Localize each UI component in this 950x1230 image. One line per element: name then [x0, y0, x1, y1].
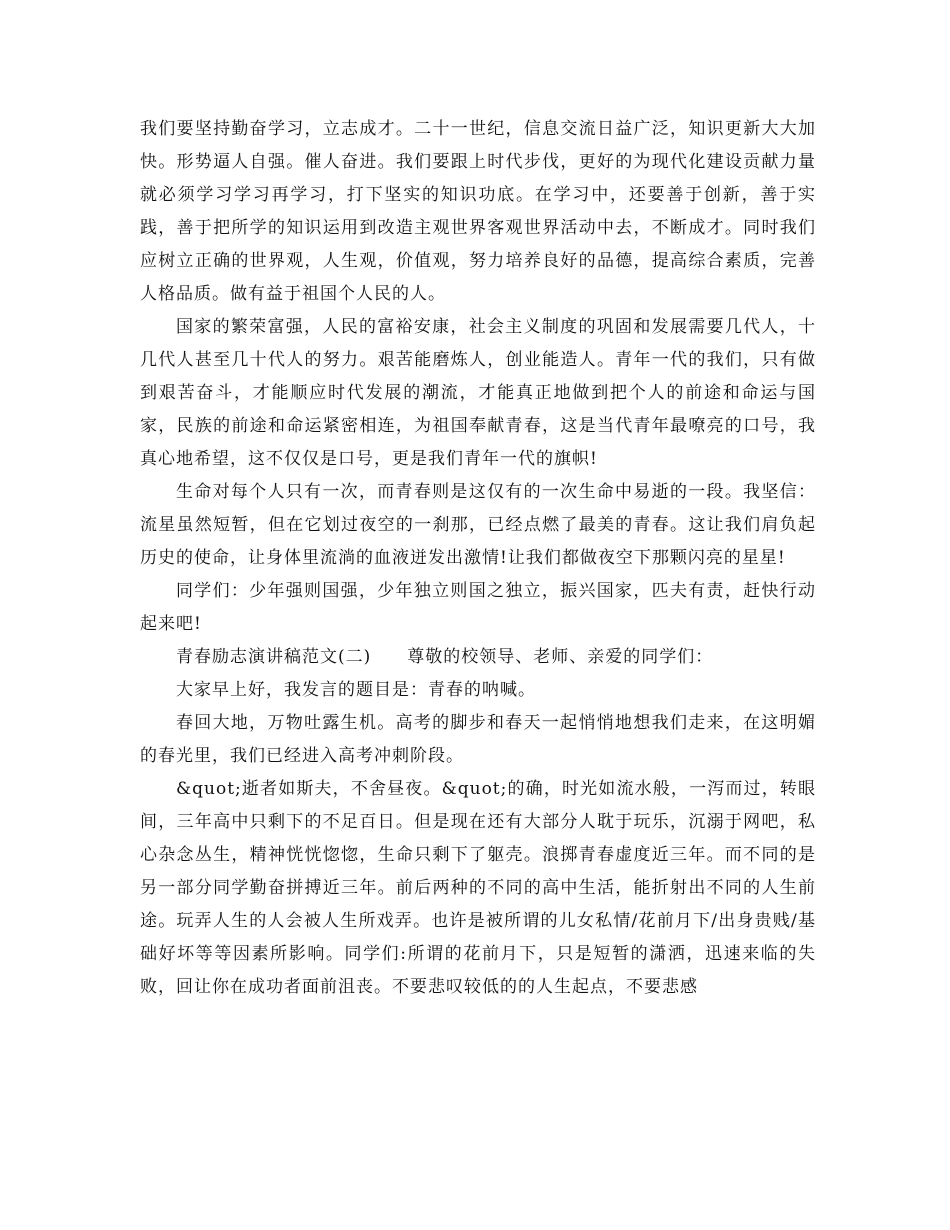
- paragraph-2: 国家的繁荣富强，人民的富裕安康，社会主义制度的巩固和发展需要几代人，十几代人甚至几十代人的努力。艰苦能磨炼人，创业能造人。青年一代的我们，只有做到艰苦奋斗，才能顺应时代发展的潮流，才能真正地做到把个人的前途和命运与国家，民族的前途和命运紧密相连，为祖国奉献青春，这是当代青年最嘹亮的口号，我真心地希望，这不仅仅是口号，更是我们青年一代的旗帜!: [140, 317, 816, 469]
- document-body: [140, 113, 816, 1004]
- paragraph-3: 生命对每个人只有一次，而青春则是这仅有的一次生命中易逝的一段。我坚信：流星虽然短暂，但在它划过夜空的一刹那，已经点燃了最美的青春。这让我们肩负起历史的使命，让身体里流淌的血液迸发出激情!让我们都做夜空下那颗闪亮的星星!: [140, 482, 816, 568]
- section-heading-paragraph: 青春励志演讲稿范文(二) 尊敬的校领导、老师、亲爱的同学们：: [176, 647, 714, 667]
- paragraph-7: 春回大地，万物吐露生机。高考的脚步和春天一起悄悄地想我们走来，在这明媚的春光里，我们已经进入高考冲刺阶段。: [140, 713, 816, 766]
- paragraph-6: 大家早上好，我发言的题目是：青春的呐喊。: [176, 680, 536, 700]
- paragraph-4: 同学们：少年强则国强，少年独立则国之独立，振兴国家，匹夫有责，赶快行动起来吧!: [140, 581, 816, 634]
- paragraph-1: 我们要坚持勤奋学习，立志成才。二十一世纪，信息交流日益广泛，知识更新大大加快。形势逼人自强。催人奋进。我们要跟上时代步伐，更好的为现代化建设贡献力量就必须学习学习再学习，打下坚实的知识功底。在学习中，还要善于创新，善于实践，善于把所学的知识运用到改造主观世界客观世界活动中去，不断成才。同时我们应树立正确的世界观，人生观，价值观，努力培养良好的品德，提高综合素质，完善人格品质。做有益于祖国个人民的人。: [140, 119, 816, 304]
- paragraph-8: &quot;逝者如斯夫，不舍昼夜。&quot;的确，时光如流水般，一泻而过，转眼间，三年高中只剩下的不足百日。但是现在还有大部分人耽于玩乐，沉溺于网吧，私心杂念丛生，精神恍恍惚惚，生命只剩下了躯壳。浪掷青春虚度近三年。而不同的是另一部分同学勤奋拼搏近三年。前后两种的不同的高中生活，能折射出不同的人生前途。玩弄人生的人会被人生所戏弄。也许是被所谓的儿女私情/花前月下/出身贵贱/基础好坏等等因素所影响。同学们:所谓的花前月下，只是短暂的潇洒，迅速来临的失败，回让你在成功者面前沮丧。不要悲叹较低的的人生起点，不要悲感: [140, 779, 816, 997]
